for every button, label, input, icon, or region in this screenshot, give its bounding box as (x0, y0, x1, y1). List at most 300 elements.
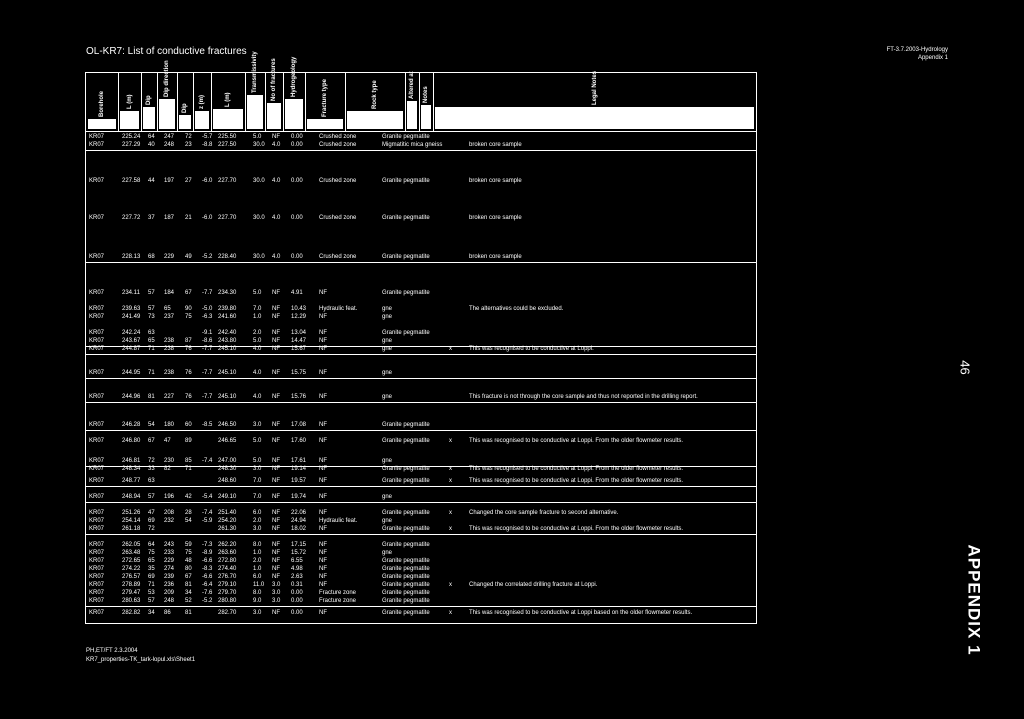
column-header (265, 58, 284, 131)
table-cell: 1.0 (253, 314, 262, 320)
table-cell: KR07 (89, 134, 105, 140)
column-header (433, 70, 757, 131)
column-header-label: Altered at (409, 71, 415, 99)
table-cell: 75 (185, 550, 192, 556)
table-cell: KR07 (89, 394, 105, 400)
row-divider (86, 378, 756, 379)
column-header-label: z (m) (199, 95, 205, 109)
table-row (86, 369, 756, 377)
table-cell: KR07 (89, 598, 105, 604)
table-cell: 274.40 (218, 566, 237, 572)
table-cell: 278.89 (122, 582, 141, 588)
table-cell: 81 (148, 394, 155, 400)
table-cell: 71 (185, 466, 192, 472)
column-header (157, 60, 178, 131)
table-cell: gne (382, 494, 393, 500)
table-cell: 184 (164, 290, 175, 296)
table-cell: gne (382, 314, 393, 320)
column-header (283, 56, 306, 131)
table-cell: 65 (148, 558, 155, 564)
appendix-label: APPENDIX 1 (964, 544, 984, 656)
table-cell: KR07 (89, 215, 105, 221)
table-cell: 17.61 (291, 458, 307, 464)
table-cell: Fracture zone (319, 598, 357, 604)
table-cell: 87 (185, 338, 192, 344)
table-cell: 15.72 (291, 550, 307, 556)
table-row (86, 133, 756, 141)
table-cell: NF (319, 394, 327, 400)
table-cell: 53 (148, 590, 155, 596)
table-cell: NF (272, 466, 280, 472)
table-row (86, 214, 756, 222)
table-cell: 52 (185, 598, 192, 604)
table-cell: 243 (164, 542, 175, 548)
table-cell: 9.0 (253, 598, 262, 604)
table-cell: 0.00 (291, 610, 303, 616)
table-cell: NF (272, 610, 280, 616)
table-cell: 59 (185, 542, 192, 548)
table-cell: 262.20 (218, 542, 237, 548)
table-cell: 2.0 (253, 330, 262, 336)
table-cell: 63 (148, 330, 155, 336)
table-cell: 227.72 (122, 215, 141, 221)
table-cell: -5.4 (202, 494, 213, 500)
table-cell: Granite pegmatite (382, 215, 430, 221)
table-cell: 35 (148, 566, 155, 572)
table-cell: 64 (148, 134, 155, 140)
table-cell: gne (382, 518, 393, 524)
table-cell: 230 (164, 458, 175, 464)
table-cell: Granite pegmatite (382, 610, 430, 616)
table-cell: 227.58 (122, 178, 141, 184)
table-cell: 245.10 (218, 346, 237, 352)
table-cell: 242.24 (122, 330, 141, 336)
table-cell: 2.63 (291, 574, 303, 580)
footer-file: KR7_properties-TK_tark-lopul.xls\Sheet1 (86, 657, 196, 663)
table-cell: 81 (185, 582, 192, 588)
column-header-label: Notes (423, 86, 429, 103)
column-header (419, 73, 434, 131)
table-row (86, 573, 756, 581)
table-cell: 248.77 (122, 478, 141, 484)
table-cell: 262.05 (122, 542, 141, 548)
table-cell: KR07 (89, 466, 105, 472)
table-cell: NF (272, 542, 280, 548)
column-header-marker (285, 99, 303, 129)
table-cell: Fracture zone (319, 590, 357, 596)
table-cell: 76 (185, 370, 192, 376)
row-divider (86, 354, 756, 355)
table-cell: NF (272, 306, 280, 312)
row-divider (86, 502, 756, 503)
table-cell: Granite pegmatite (382, 510, 430, 516)
table-cell: 68 (148, 254, 155, 260)
table-cell: -6.0 (202, 178, 213, 184)
table-row (86, 421, 756, 429)
table-cell: KR07 (89, 550, 105, 556)
table-cell: 227 (164, 394, 175, 400)
column-header-marker (435, 107, 754, 129)
table-cell: KR07 (89, 458, 105, 464)
table-cell: 280.80 (218, 598, 237, 604)
column-header (211, 73, 246, 131)
table-row (86, 393, 756, 401)
table-cell: 3.0 (272, 582, 281, 588)
table-cell: gne (382, 458, 393, 464)
table-cell: Granite pegmatite (382, 178, 430, 184)
column-header-label: Rock type (372, 80, 378, 109)
table-cell: gne (382, 306, 393, 312)
table-cell: NF (319, 494, 327, 500)
table-cell: 263.60 (218, 550, 237, 556)
table-cell: -7.4 (202, 510, 213, 516)
table-cell: 15.76 (291, 394, 307, 400)
table-cell: 225.24 (122, 134, 141, 140)
table-cell: 44 (148, 178, 155, 184)
table-cell: 4.91 (291, 290, 303, 296)
table-cell: 241.60 (218, 314, 237, 320)
table-cell: x (449, 478, 452, 484)
table-cell: 75 (185, 314, 192, 320)
table-cell: 63 (148, 478, 155, 484)
reference-line: FT-3.7.2003-Hydrology (886, 47, 948, 53)
table-row (86, 329, 756, 337)
table-cell: 263.48 (122, 550, 141, 556)
table-cell: KR07 (89, 290, 105, 296)
table-cell: KR07 (89, 574, 105, 580)
table-cell: 22.06 (291, 510, 307, 516)
table-cell: 65 (148, 338, 155, 344)
table-cell: NF (319, 346, 327, 352)
table-cell: gne (382, 338, 393, 344)
table-cell: 33 (148, 466, 155, 472)
table-cell: 75 (148, 550, 155, 556)
table-cell: -6.3 (202, 314, 213, 320)
table-cell: 6.0 (253, 574, 262, 580)
table-cell: 72 (148, 526, 155, 532)
table-cell: 4.0 (272, 142, 281, 148)
table-cell: Changed the core sample fracture to second alternative. (469, 510, 619, 516)
table-cell: 234.30 (218, 290, 237, 296)
table-cell: 3.0 (272, 590, 281, 596)
table-cell: KR07 (89, 542, 105, 548)
table-cell: Crushed zone (319, 142, 357, 148)
table-cell: 17.60 (291, 438, 307, 444)
table-cell: 225.50 (218, 134, 237, 140)
table-cell: KR07 (89, 178, 105, 184)
column-header-label: Borehole (99, 90, 105, 117)
table-cell: 243.80 (218, 338, 237, 344)
table-row (86, 549, 756, 557)
table-row (86, 457, 756, 465)
table-cell: 76 (185, 394, 192, 400)
table-cell: 89 (185, 438, 192, 444)
table-cell: 0.00 (291, 590, 303, 596)
table-cell: Granite pegmatite (382, 566, 430, 572)
table-cell: This was recognised to be conductive at Loppi. From the older flowmeter results. (469, 526, 684, 532)
table-cell: NF (319, 290, 327, 296)
table-cell: -6.4 (202, 582, 213, 588)
table-cell: 246.80 (122, 438, 141, 444)
column-header-label: Dip (146, 95, 152, 105)
table-cell: 247 (164, 134, 175, 140)
table-cell: 15.75 (291, 370, 307, 376)
table-cell: 248.34 (122, 466, 141, 472)
table-cell: 246.81 (122, 458, 141, 464)
table-row (86, 589, 756, 597)
table-cell: 245.10 (218, 394, 237, 400)
table-cell: x (449, 346, 452, 352)
table-cell: 34 (148, 610, 155, 616)
table-cell: 71 (148, 582, 155, 588)
table-cell: This was recognised to be conductive at Loppi based on the older flowmeter results. (469, 610, 693, 616)
table-cell: 11.0 (253, 582, 265, 588)
table-cell: 57 (148, 306, 155, 312)
table-cell: 54 (185, 518, 192, 524)
table-cell: KR07 (89, 566, 105, 572)
table-cell: x (449, 582, 452, 588)
table-cell: 274.22 (122, 566, 141, 572)
table-cell: 261.30 (218, 526, 237, 532)
table-cell: NF (319, 550, 327, 556)
table-cell: NF (272, 330, 280, 336)
table-cell: 24.94 (291, 518, 307, 524)
table-cell: 244.96 (122, 394, 141, 400)
table-cell: Granite pegmatite (382, 558, 430, 564)
column-header-label: Transmissivity (252, 51, 258, 93)
table-cell: 227.50 (218, 142, 237, 148)
table-cell: -6.6 (202, 574, 213, 580)
row-divider (86, 402, 756, 403)
table-cell: 3.0 (253, 422, 262, 428)
table-cell: 239.80 (218, 306, 237, 312)
table-row (86, 477, 756, 485)
table-cell: Migmatitic mica gneiss (382, 142, 443, 148)
table-cell: 249.10 (218, 494, 237, 500)
column-header-label: Dip (182, 103, 188, 113)
column-header-label: L (m) (126, 94, 133, 109)
table-cell: -8.6 (202, 338, 213, 344)
table-cell: -5.7 (202, 134, 213, 140)
table-cell: 8.0 (253, 590, 262, 596)
table-cell: KR07 (89, 510, 105, 516)
table-cell: 232 (164, 518, 175, 524)
table-cell: NF (272, 550, 280, 556)
table-cell: 85 (185, 458, 192, 464)
table-cell: 3.0 (253, 610, 262, 616)
table-cell: KR07 (89, 438, 105, 444)
table-cell: Granite pegmatite (382, 134, 430, 140)
table-cell: KR07 (89, 346, 105, 352)
footer-date: PH,ET/FT 2.3.2004 (86, 648, 138, 654)
table-cell: 73 (148, 314, 155, 320)
table-cell: 28 (185, 510, 192, 516)
table-cell: 233 (164, 550, 175, 556)
table-cell: -7.7 (202, 346, 213, 352)
table-cell: 3.0 (253, 526, 262, 532)
column-header (193, 73, 212, 131)
table-cell: NF (319, 526, 327, 532)
table-cell: -6.0 (202, 215, 213, 221)
table-cell: 34 (185, 590, 192, 596)
table-cell: -7.4 (202, 458, 213, 464)
table-row (86, 289, 756, 297)
table-cell: 5.0 (253, 290, 262, 296)
table-cell: Changed the correlated drilling fracture at Loppi. (469, 582, 598, 588)
table-cell: Granite pegmatite (382, 422, 430, 428)
table-cell: -5.2 (202, 598, 213, 604)
table-cell: -8.8 (202, 142, 213, 148)
table-cell: 69 (148, 518, 155, 524)
table-cell: NF (319, 458, 327, 464)
table-cell: 57 (148, 598, 155, 604)
table-cell: 90 (185, 306, 192, 312)
table-cell: 30.0 (253, 142, 265, 148)
table-cell: 228.40 (218, 254, 237, 260)
table-cell: broken core sample (469, 215, 522, 221)
table-cell: 238 (164, 338, 175, 344)
table-cell: 17.08 (291, 422, 307, 428)
table-cell: 64 (148, 542, 155, 548)
table-cell: 67 (148, 438, 155, 444)
table-cell: 67 (185, 574, 192, 580)
table-row (86, 437, 756, 445)
table-cell: KR07 (89, 558, 105, 564)
table-cell: 30.0 (253, 215, 265, 221)
table-cell: 196 (164, 494, 175, 500)
table-cell: 246.28 (122, 422, 141, 428)
table-cell: x (449, 610, 452, 616)
table-cell: Crushed zone (319, 134, 357, 140)
table-cell: 67 (185, 290, 192, 296)
table-cell: 2.0 (253, 518, 262, 524)
table-cell: 27 (185, 178, 192, 184)
table-row (86, 509, 756, 517)
table-cell: 86 (164, 610, 171, 616)
table-cell: This was recognised to be conductive at Loppi. From the older flowmeter results. (469, 438, 684, 444)
table-cell: 0.31 (291, 582, 303, 588)
table-cell: 23 (185, 142, 192, 148)
table-cell: 251.40 (218, 510, 237, 516)
table-cell: NF (319, 582, 327, 588)
table-cell: 0.00 (291, 254, 303, 260)
table-cell: 254.14 (122, 518, 141, 524)
table-cell: 248.30 (218, 466, 237, 472)
table-cell: 13.04 (291, 330, 307, 336)
column-header-marker (120, 111, 139, 129)
table-cell: x (449, 526, 452, 532)
table-cell: 47 (164, 438, 171, 444)
table-cell: 10.43 (291, 306, 307, 312)
table-cell: Granite pegmatite (382, 478, 430, 484)
table-cell: The alternatives could be excluded. (469, 306, 564, 312)
table-cell: 21 (185, 215, 192, 221)
appendix-reference: Appendix 1 (917, 55, 948, 61)
table-cell: 81 (185, 610, 192, 616)
table-row (86, 597, 756, 605)
table-cell: 8.0 (253, 542, 262, 548)
column-header (86, 73, 119, 131)
column-header-label: L (m) (225, 92, 231, 107)
table-cell: 229 (164, 558, 175, 564)
table-cell: 5.0 (253, 134, 262, 140)
table-cell: -7.7 (202, 370, 213, 376)
column-header-marker (347, 111, 403, 129)
table-cell: KR07 (89, 254, 105, 260)
table-cell: 208 (164, 510, 175, 516)
table-cell: 3.0 (253, 466, 262, 472)
table-cell: -7.7 (202, 290, 213, 296)
table-cell: 19.57 (291, 478, 307, 484)
table-cell: 12.29 (291, 314, 307, 320)
table-cell: gne (382, 346, 393, 352)
table-cell: NF (319, 610, 327, 616)
table-cell: 71 (148, 346, 155, 352)
table-cell: x (449, 510, 452, 516)
table-cell: 6.55 (291, 558, 303, 564)
table-cell: -8.9 (202, 550, 213, 556)
table-cell: 60 (185, 422, 192, 428)
table-row (86, 337, 756, 345)
table-cell: 5.0 (253, 438, 262, 444)
table-cell: 0.00 (291, 215, 303, 221)
table-cell: NF (319, 542, 327, 548)
column-header-marker (421, 105, 431, 129)
column-header-label: Hydrogeology (291, 56, 297, 97)
table-cell: KR07 (89, 610, 105, 616)
table-cell: 180 (164, 422, 175, 428)
table-cell: 19.14 (291, 466, 307, 472)
table-cell: broken core sample (469, 142, 522, 148)
table-cell: 0.00 (291, 134, 303, 140)
table-cell: -7.6 (202, 590, 213, 596)
table-cell: 279.47 (122, 590, 141, 596)
table-cell: 279.70 (218, 590, 237, 596)
table-cell: 19.74 (291, 494, 307, 500)
table-cell: 76 (185, 346, 192, 352)
table-row (86, 493, 756, 501)
table-cell: 245.10 (218, 370, 237, 376)
table-cell: Granite pegmatite (382, 330, 430, 336)
table-cell: NF (272, 574, 280, 580)
table-row (86, 465, 756, 473)
table-cell: NF (319, 466, 327, 472)
column-header-marker (179, 115, 191, 129)
table-row (86, 557, 756, 565)
table-cell: Crushed zone (319, 178, 357, 184)
table-cell: 282.70 (218, 610, 237, 616)
table-cell: 57 (148, 494, 155, 500)
column-header-label: Dip direction (164, 60, 170, 97)
column-header (305, 73, 346, 131)
table-cell: 15.67 (291, 346, 307, 352)
table-cell: 276.57 (122, 574, 141, 580)
table-cell: 261.18 (122, 526, 141, 532)
table-cell: NF (319, 558, 327, 564)
table-cell: 4.0 (253, 394, 262, 400)
column-header (177, 73, 194, 131)
table-cell: This was recognised to be conductive at Loppi. (469, 346, 594, 352)
table-cell: NF (319, 510, 327, 516)
page-title: OL-KR7: List of conductive fractures (86, 46, 247, 57)
table-cell: 4.0 (272, 254, 281, 260)
document-reference (870, 46, 948, 62)
table-cell: 2.0 (253, 558, 262, 564)
table-cell: This fracture is not through the core sample and thus not reported in the drilling report. (469, 394, 698, 400)
table-cell: NF (272, 558, 280, 564)
table-cell: 48 (185, 558, 192, 564)
table-cell: KR07 (89, 314, 105, 320)
